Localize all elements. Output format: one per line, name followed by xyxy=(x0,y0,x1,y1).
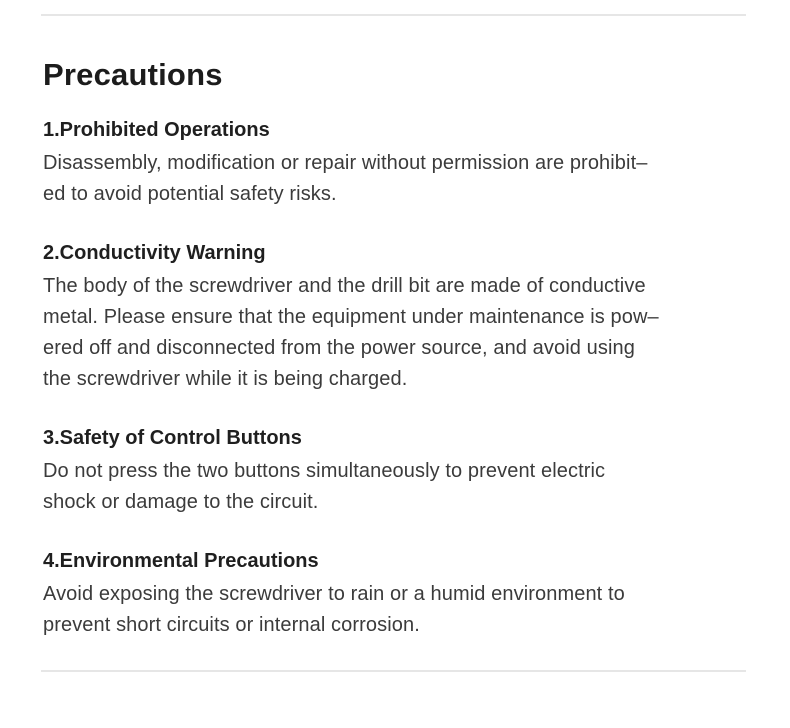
precaution-heading: 4.Environmental Precautions xyxy=(43,550,319,572)
bottom-divider xyxy=(41,670,746,672)
precaution-item-conductivity-warning xyxy=(43,241,748,395)
precaution-heading: 3.Safety of Control Buttons xyxy=(43,427,302,449)
precautions-panel xyxy=(43,55,748,672)
precaution-item-control-buttons xyxy=(43,426,748,518)
precaution-text: The body of the screwdriver and the drill bit are made of conductive metal. Please ensure that the equipment under maintenance is pow– ered off and disconnected from the power source, and avoid using the screwdriver while it is being charged. xyxy=(43,275,659,390)
top-divider xyxy=(41,14,746,16)
precaution-text: Disassembly, modification or repair without permission are prohibit– ed to avoid potential safety risks. xyxy=(43,152,648,205)
precautions-list xyxy=(43,118,748,641)
precaution-heading: 2.Conductivity Warning xyxy=(43,242,266,264)
precaution-heading: 1.Prohibited Operations xyxy=(43,119,270,141)
precaution-text: Do not press the two buttons simultaneously to prevent electric shock or damage to the circuit. xyxy=(43,460,606,513)
precaution-text: Avoid exposing the screwdriver to rain or a humid environment to prevent short circuits or internal corrosion. xyxy=(43,583,625,636)
page-title: Precautions xyxy=(43,57,223,92)
precaution-item-prohibited-operations xyxy=(43,118,748,210)
precaution-item-environmental xyxy=(43,549,748,641)
